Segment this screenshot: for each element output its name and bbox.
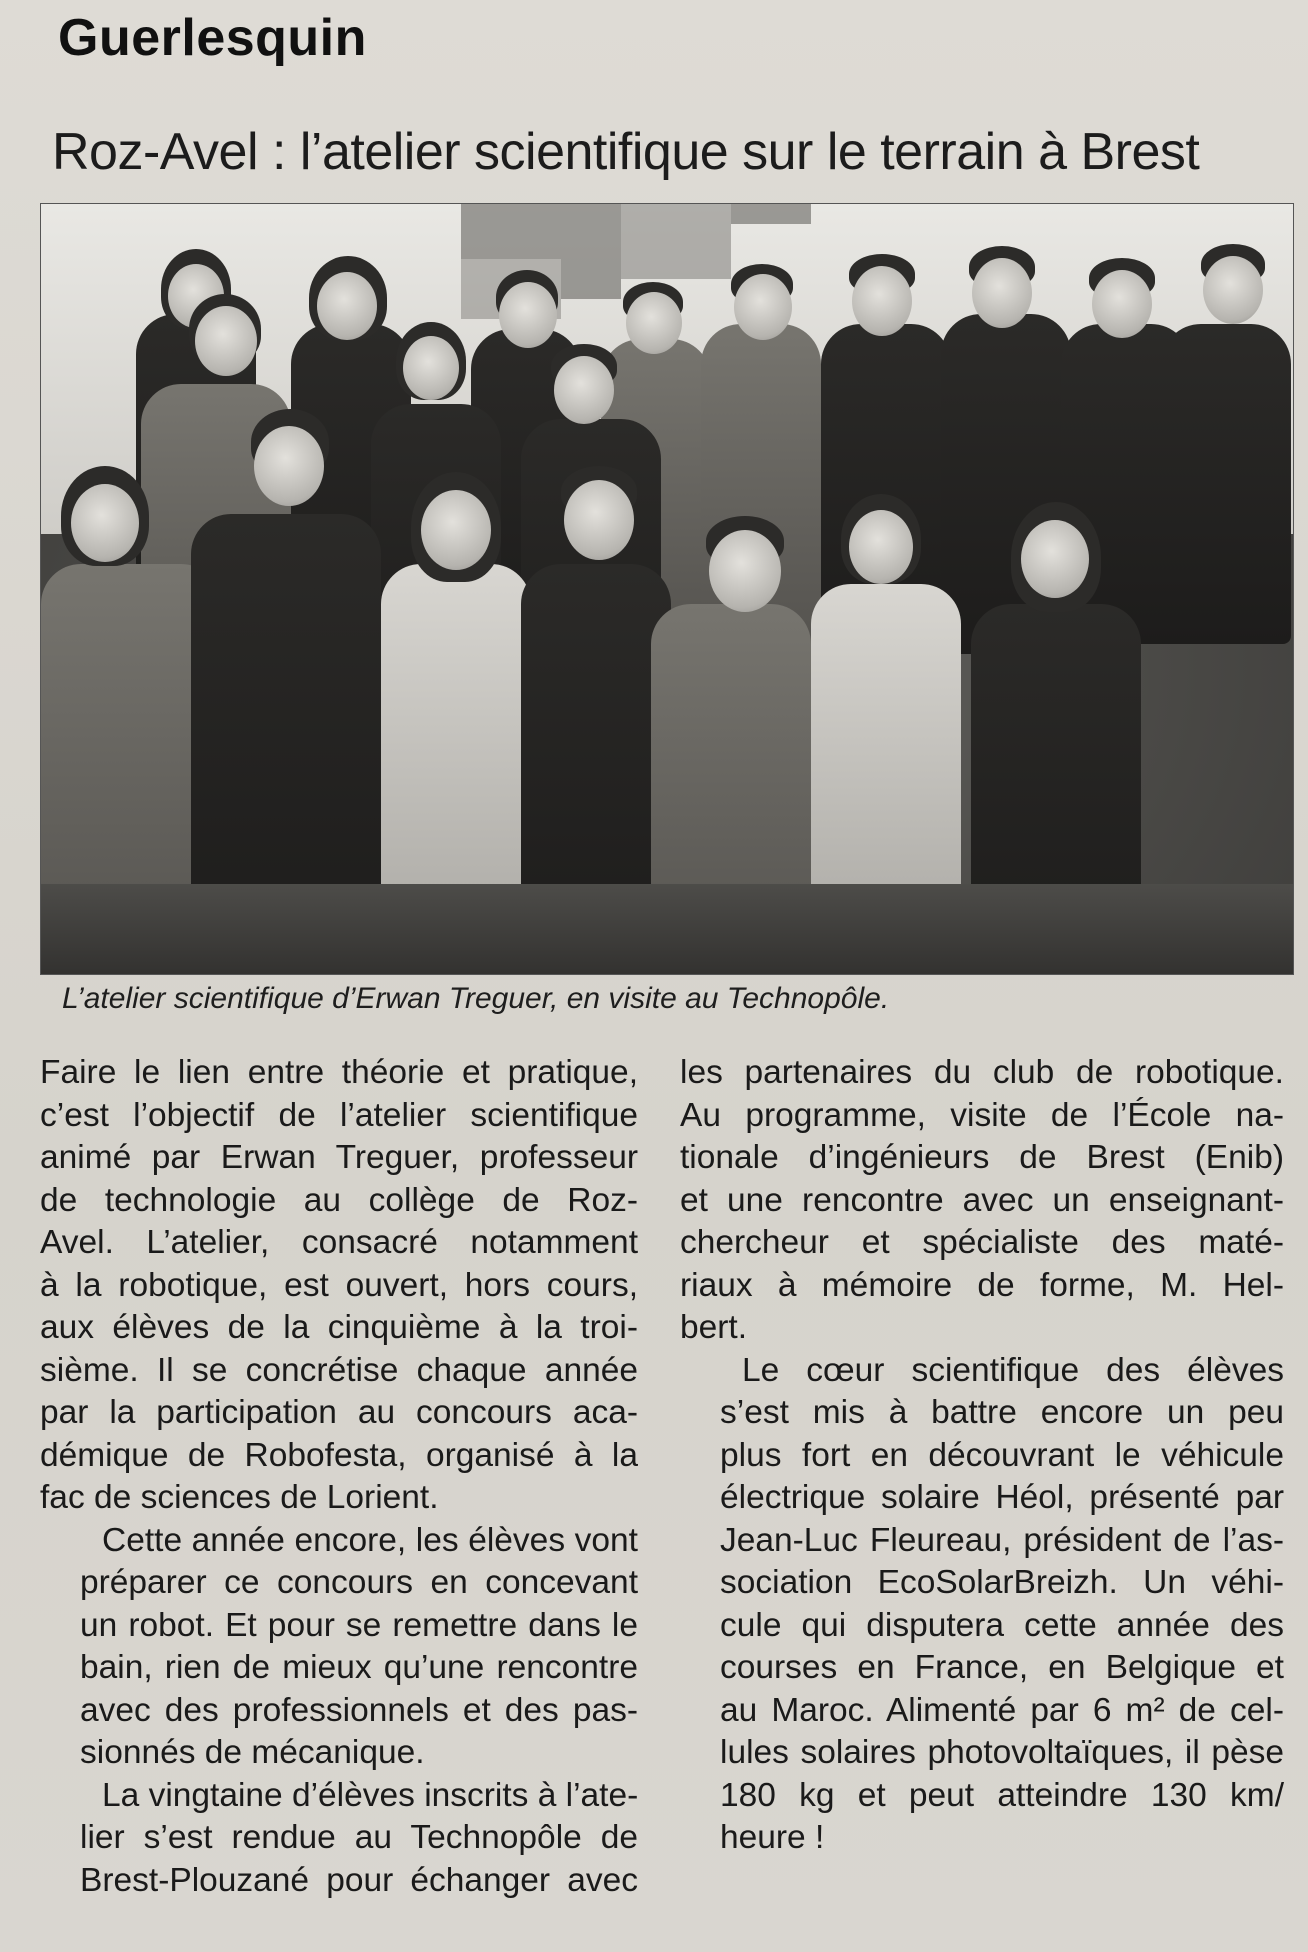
article-column-left [40, 1052, 638, 1902]
text-line: aux élèves de la cinquième à la troi- [40, 1309, 638, 1346]
text-line: 180 kg et peut atteindre 130 km/ [720, 1776, 1284, 1814]
text-line: tionale d’ingénieurs de Brest (Enib) [680, 1139, 1284, 1176]
text-line: de technologie au collège de Roz- [40, 1181, 638, 1219]
photo-caption: L’atelier scientifique d’Erwan Treguer, en visite au Technopôle. [62, 982, 890, 1015]
group-photo [40, 203, 1294, 975]
text-line: courses en France, en Belgique et [720, 1649, 1284, 1686]
paragraph [40, 1520, 638, 1775]
text-line: à la robotique, est ouvert, hors cours, [40, 1266, 638, 1304]
logo-block [561, 204, 621, 299]
text-line: Faire le lien entre théorie et pratique, [40, 1054, 638, 1091]
text-line: un robot. Et pour se remettre dans le [80, 1606, 638, 1644]
section-rubric: Guerlesquin [58, 9, 367, 67]
text-line: sociation EcoSolarBreizh. Un véhi- [720, 1564, 1284, 1601]
paragraph [40, 1775, 638, 1903]
text-line: Jean-Luc Fleureau, président de l’as- [720, 1521, 1284, 1559]
text-line: lules solaires photovoltaïques, il pèse [720, 1734, 1284, 1771]
paragraph [40, 1052, 638, 1520]
text-line: préparer ce concours en concevant [80, 1564, 638, 1601]
text-line: avec des professionnels et des pas- [80, 1691, 638, 1729]
photo-floor [41, 884, 1293, 974]
text-line: démique de Robofesta, organisé à la [40, 1436, 638, 1474]
text-line: Avel. L’atelier, consacré notamment [40, 1224, 638, 1261]
text-line: lier s’est rendue au Technopôle de [80, 1819, 638, 1856]
logo-block [621, 204, 731, 279]
text-line: et une rencontre avec un enseignant- [680, 1181, 1284, 1219]
paragraph [680, 1350, 1284, 1860]
text-line: animé par Erwan Treguer, professeur [40, 1139, 638, 1176]
text-line: La vingtaine d’élèves inscrits à l’ate- [102, 1776, 639, 1814]
text-line: au Maroc. Alimenté par 6 m² de cel- [720, 1691, 1284, 1729]
text-line: par la participation au concours aca- [40, 1394, 638, 1431]
logo-block [461, 204, 561, 259]
logo-block [731, 204, 811, 224]
text-line: Le cœur scientifique des élèves [742, 1351, 1284, 1389]
paragraph [680, 1052, 1284, 1350]
text-line: les partenaires du club de robotique. [680, 1054, 1284, 1091]
text-line: électrique solaire Héol, présenté par [720, 1479, 1284, 1516]
text-line: cule qui disputera cette année des [720, 1606, 1284, 1644]
text-line: heure ! [720, 1819, 825, 1856]
text-line: plus fort en découvrant le véhicule [720, 1436, 1284, 1474]
text-line: sième. Il se concrétise chaque année [40, 1351, 638, 1389]
text-line: Brest-Plouzané pour échanger avec [80, 1861, 638, 1899]
text-line: bain, rien de mieux qu’une rencontre [80, 1649, 638, 1686]
text-line: sionnés de mécanique. [80, 1734, 425, 1771]
article-headline: Roz-Avel : l’atelier scientifique sur le terrain à Brest [52, 123, 1200, 181]
text-line: Au programme, visite de l’École na- [680, 1096, 1284, 1134]
article-column-right [680, 1052, 1284, 1860]
text-line: bert. [680, 1309, 748, 1346]
text-line: fac de sciences de Lorient. [40, 1479, 439, 1516]
text-line: Cette année encore, les élèves vont [102, 1521, 638, 1559]
text-line: riaux à mémoire de forme, M. Hel- [680, 1266, 1284, 1304]
text-line: s’est mis à battre encore un peu [720, 1394, 1284, 1431]
text-line: c’est l’objectif de l’atelier scientifique [40, 1096, 638, 1134]
text-line: chercheur et spécialiste des maté- [680, 1224, 1284, 1261]
